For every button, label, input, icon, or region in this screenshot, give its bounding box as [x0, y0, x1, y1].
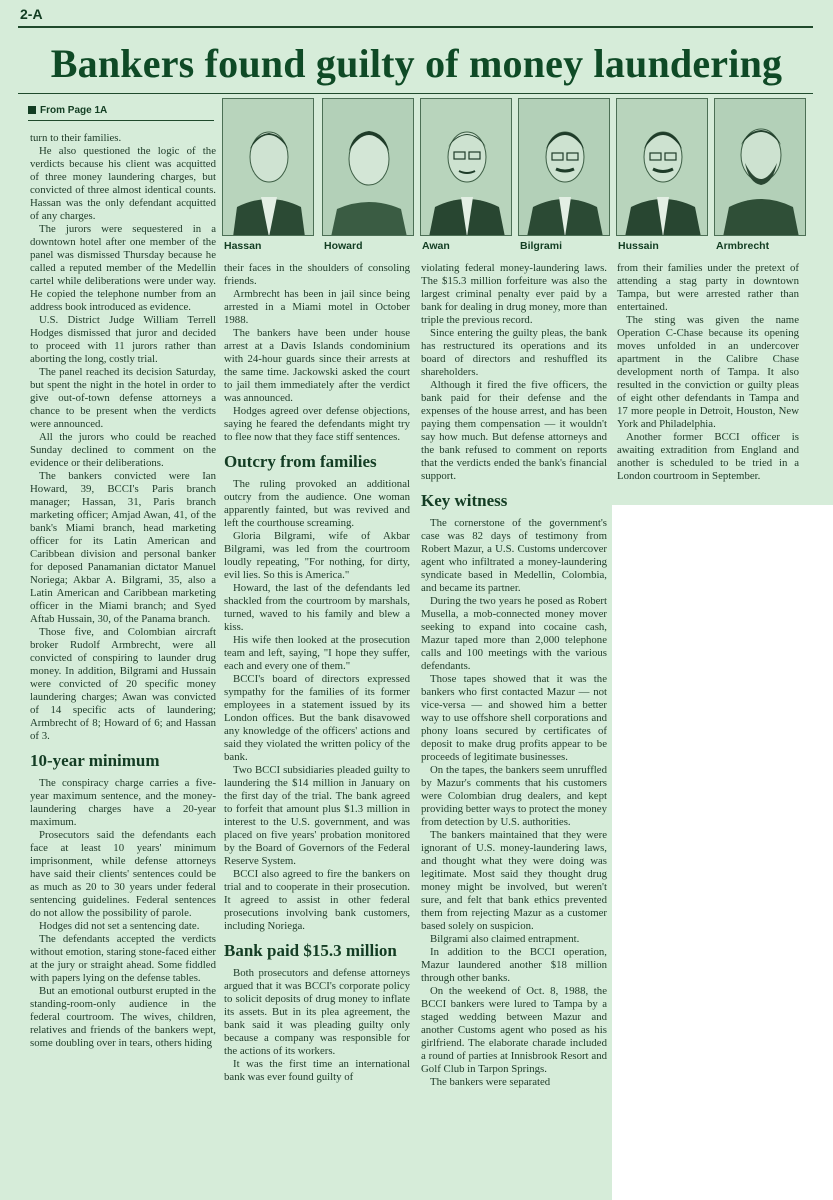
- paragraph: He also questioned the logic of the verdicts because his client was acquitted of three money laundering charges, but convicted of three almost identical counts. Hassan was the only defendant acquitted of any charges.: [30, 145, 216, 222]
- paragraph: The sting was given the name Operation C-Chase because its opening moves unfolded in an undercover apartment in the Calibre Chase development north of Tampa. It also resulted in the conviction or guilty pleas of eight other defendants in Tampa and 17 more people in Detroit, Houston, New York and Philadelphia.: [617, 314, 799, 430]
- photo-howard: [322, 96, 414, 256]
- paragraph: U.S. District Judge William Terrell Hodges dismissed that juror and decided to proceed with 11 jurors rather than aborting the long, costly trial.: [30, 314, 216, 365]
- article-column-3: [421, 262, 607, 1089]
- photo-caption: Bilgrami: [520, 240, 563, 252]
- portrait-photo: [222, 98, 314, 236]
- paragraph: His wife then looked at the prosecution team and left, saying, "I hope they suffer, each and every one of them.": [224, 634, 410, 672]
- subheading: Bank paid $15.3 million: [224, 941, 397, 960]
- photo-bilgrami: [518, 96, 610, 256]
- paragraph: The bankers convicted were Ian Howard, 39, BCCI's Paris branch manager; Hassan, 31, Paris branch marketing officer; Amjad Awan, 41, of the bank's Miami branch, head marketing officer for its Latin American and Caribbean division and personal banker for deposed Panamanian dictator Manuel Noriega; Akbar A. Bilgrami, 35, also a Latin American and Caribbean marketing officer in the Miami branch; and Syed Aftab Hussain, 30, of the Panama branch.: [30, 470, 216, 625]
- headline: Bankers found guilty of money laundering: [50, 41, 783, 86]
- paragraph: All the jurors who could be reached Sunday declined to comment on the evidence or their deliberations.: [30, 431, 216, 469]
- paragraph: The cornerstone of the government's case was 82 days of testimony from Robert Mazur, a U.S. Customs undercover agent who infiltrated a money-laundering syndicate based in Medellin, Colombia, and became its partner.: [421, 517, 607, 594]
- page-number: 2-A: [20, 6, 43, 22]
- paragraph: Those tapes showed that it was the bankers who first contacted Mazur — not vice-versa — and showed him a better way to use offshore shell corporations and phony loans secured by certificates of deposit to make drug profits appear to be proceeds of legitimate businesses.: [421, 673, 607, 763]
- paragraph: Armbrecht has been in jail since being arrested in a Miami motel in October 1988.: [224, 288, 410, 326]
- headline-rule: [18, 93, 813, 94]
- article-column-2: [224, 262, 410, 1084]
- paragraph: But an emotional outburst erupted in the standing-room-only audience in the federal courtroom. The wives, children, relatives and friends of the bankers wept, some doubling over in tears, others hiding: [30, 985, 216, 1049]
- paragraph: The conspiracy charge carries a five-year maximum sentence, and the money-laundering charges have a 20-year maximum.: [30, 777, 216, 828]
- paragraph: On the weekend of Oct. 8, 1988, the BCCI bankers were lured to Tampa by a staged wedding between Mazur and another Customs agent who posed as his girlfriend. The elaborate charade included a round of parties at Innisbrook Resort and Golf Club in Tarpon Springs.: [421, 985, 607, 1075]
- paragraph: The defendants accepted the verdicts without emotion, staring stone-faced either at the jury or straight ahead. Some fiddled with papers lying on the defense tables.: [30, 933, 216, 984]
- paragraph: Bilgrami also claimed entrapment.: [430, 933, 580, 945]
- paragraph: Howard, the last of the defendants led shackled from the courtroom by marshals, turned, waved to his family and blew a kiss.: [224, 582, 410, 633]
- from-page-label: From Page 1A: [40, 105, 108, 116]
- jump-line-rule: [28, 120, 214, 121]
- article-column-4: [617, 262, 799, 483]
- photo-awan: [420, 96, 512, 256]
- paragraph: Hodges agreed over defense objections, saying he feared the defendants might try to flee now that they face stiff sentences.: [224, 405, 410, 443]
- paragraph: It was the first time an international bank was ever found guilty of: [224, 1058, 410, 1083]
- paragraph: During the two years he posed as Robert Musella, a mob-connected money mover seeking to expand into cocaine cash, Mazur taped more than 2,000 telephone calls and 100 meetings with the various defendants.: [421, 595, 607, 672]
- paragraph: The bankers have been under house arrest at a Davis Islands condominium with 24-hour guards since their arrests at the same time. Jackowski asked the court to jail them immediately after the verdict was announced.: [224, 327, 410, 404]
- subheading: Key witness: [421, 491, 508, 510]
- paragraph: Both prosecutors and defense attorneys argued that it was BCCI's corporate policy to solicit deposits of drug money to inflate its assets. But in its plea agreement, the bank said it was pleading guilty only because a company was responsible for the actions of its workers.: [224, 967, 410, 1057]
- article-column-1: [30, 132, 216, 1050]
- paragraph: Prosecutors said the defendants each face at least 10 years' minimum imprisonment, while defense attorneys have said their clients' sentences could be as much as 20 to 30 years under federal sentencing guidelines. Federal sentences do not allow the possibility of parole.: [30, 829, 216, 919]
- paragraph: Those five, and Colombian aircraft broker Rudolf Armbrecht, were all convicted of conspiring to launder drug money. In addition, Bilgrami and Hussain were convicted of 20 specific money laundering charges; Awan was convicted of 14 specific acts of laundering; Armbrecht of 8; Howard of 6; and Hassan of 3.: [30, 626, 216, 742]
- portrait-photo: [322, 98, 414, 236]
- paragraph: from their families under the pretext of attending a stag party in downtown Tampa, but were arrested rather than entertained.: [617, 262, 799, 313]
- jump-line: [28, 105, 107, 116]
- paragraph: Although it fired the five officers, the bank paid for their defense and the expenses of the house arrest, and has been paying them compensation — it wouldn't say how much. But defense attorneys and the bank refused to comment on reports that the verdicts ended the bank's financial support.: [421, 379, 607, 482]
- paragraph: The jurors were sequestered in a downtown hotel after one member of the panel was dismissed Thursday because he called a reputed member of the Medellin cartel while deliberations were under way. He copied the telephone number from an address book introduced as evidence.: [30, 223, 216, 313]
- paragraph: The bankers maintained that they were ignorant of U.S. money-laundering laws, and thought what they were doing was legitimate. Most said they thought drug money might be involved, but weren't sure, and felt that bank ethics prevented them from rejecting Mazur as a customer based solely on suspicion.: [421, 829, 607, 932]
- paragraph: BCCI also agreed to fire the bankers on trial and to cooperate in their prosecution. It agreed to assist in other federal prosecutions involving bank customers, including Noriega.: [224, 868, 410, 932]
- portrait-photo: [714, 98, 806, 236]
- photo-caption: Hassan: [224, 240, 262, 252]
- paragraph: BCCI's board of directors expressed sympathy for the families of its former employees in a statement issued by its London offices. But the bank disavowed any knowledge of the officers' actions and said they violated the written policy of the bank.: [224, 673, 410, 763]
- subheading: Outcry from families: [224, 452, 377, 471]
- paragraph: turn to their families.: [30, 132, 122, 144]
- paragraph: Since entering the guilty pleas, the bank has restructured its operations and its board of directors and reshuffled its shareholders.: [421, 327, 607, 378]
- photo-caption: Armbrecht: [716, 240, 770, 252]
- paragraph: In addition to the BCCI operation, Mazur laundered another $18 million through other banks.: [421, 946, 607, 984]
- photo-row: [222, 96, 812, 256]
- portrait-photo: [420, 98, 512, 236]
- photo-caption: Hussain: [618, 240, 659, 252]
- paragraph: Hodges did not set a sentencing date.: [39, 920, 200, 932]
- photo-caption: Awan: [422, 240, 450, 252]
- paragraph: The ruling provoked an additional outcry from the audience. One woman apparently fainted, but was revived and left the courthouse screaming.: [224, 478, 410, 529]
- subheading: 10-year minimum: [30, 751, 160, 770]
- top-rule: [18, 26, 813, 28]
- blank-margin: [612, 505, 833, 1200]
- paragraph: violating federal money-laundering laws. The $15.3 million forfeiture was also the largest criminal penalty ever paid by a bank for dealing in drug money, more than triple the previous record.: [421, 262, 607, 326]
- paragraph: Gloria Bilgrami, wife of Akbar Bilgrami, was led from the courtroom loudly repeating, "For nothing, for dirty, evil lies. So this is America.": [224, 530, 410, 581]
- paragraph: Two BCCI subsidiaries pleaded guilty to laundering the $14 million in January on the first day of the trial. The bank agreed to forfeit that amount plus $1.3 million in interest to the U.S. government, and was placed on five years' probation monitored by the Board of Governors of the Federal Reserve System.: [224, 764, 410, 867]
- paragraph: The bankers were separated: [430, 1076, 551, 1088]
- photo-caption: Howard: [324, 240, 363, 252]
- paragraph: their faces in the shoulders of consoling friends.: [224, 262, 410, 287]
- photo-armbrecht: [714, 96, 806, 256]
- portrait-photo: [518, 98, 610, 236]
- paragraph: On the tapes, the bankers seem unruffled by Mazur's comments that his customers were Colombian drug dealers, and kept providing better ways to protect the money from detection by U.S. authorities.: [421, 764, 607, 828]
- square-bullet-icon: [28, 106, 36, 114]
- portrait-photo: [616, 98, 708, 236]
- paragraph: The panel reached its decision Saturday, but spent the night in the hotel in order to give out-of-town defense attorneys a chance to be present when the verdicts were announced.: [30, 366, 216, 430]
- paragraph: Another former BCCI officer is awaiting extradition from England and another is scheduled to be tried in a London courtroom in September.: [617, 431, 799, 482]
- photo-hussain: [616, 96, 708, 256]
- photo-hassan: [222, 96, 314, 256]
